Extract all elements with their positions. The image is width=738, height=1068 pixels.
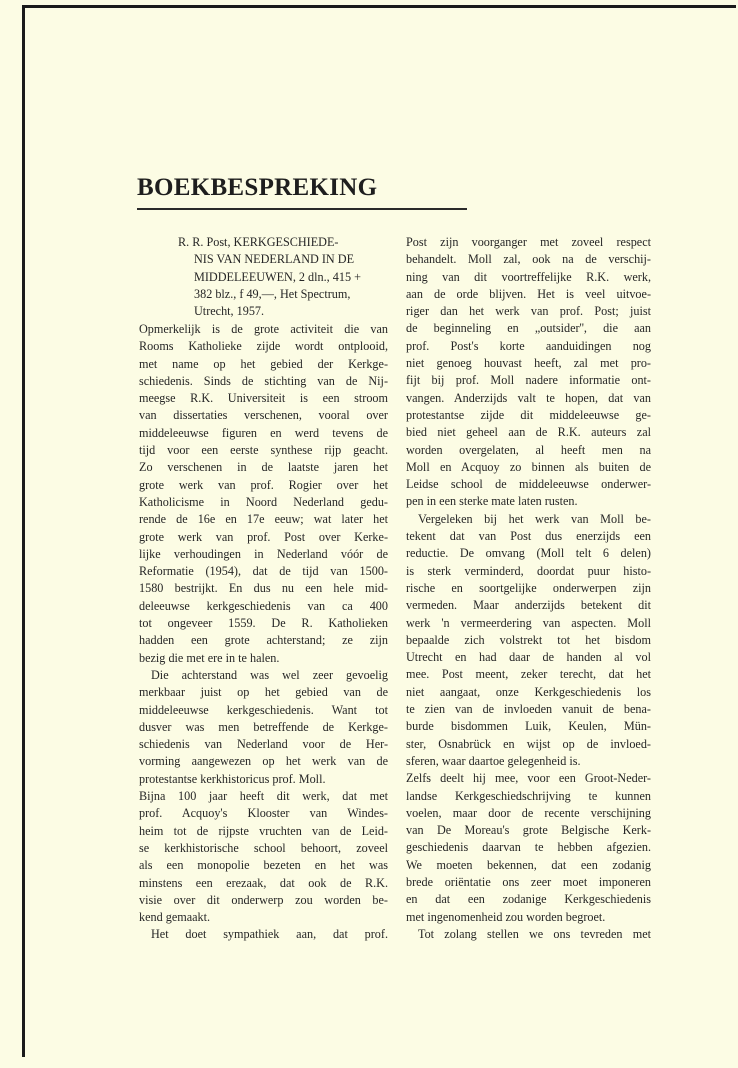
text-line: vorming aangewezen op het werk van de [139, 754, 388, 769]
text-line: heim tot de rijpste vruchten van de Leid- [139, 823, 388, 838]
page-heading: BOEKBESPREKING [137, 174, 378, 201]
text-line: visie over dit onderwerp zou worden be- [139, 892, 388, 907]
text-line: worden overgelaten, al heeft men na [406, 442, 651, 457]
text-line: met ingenomenheid zou worden begroet. [406, 909, 606, 924]
text-line: riger dan het werk van prof. Post; juist [406, 304, 651, 319]
text-line: bepaalde zich volstrekt tot het bisdom [406, 632, 651, 647]
text-line: niet genoeg houvast heeft, zal met pro- [406, 356, 651, 371]
text-line: is sterk verminderd, doordat puur histo- [406, 563, 651, 578]
text-line: protestantse zijde dit middeleeuwse ge- [406, 407, 651, 422]
text-line: hadden een grote achterstand; ze zijn [139, 633, 388, 648]
text-line: Die achterstand was wel zeer gevoelig [151, 667, 388, 682]
text-line: lijke verhoudingen in Nederland vóór de [139, 546, 388, 561]
text-line: We moeten bekennen, dat een zodanig [406, 857, 651, 872]
text-line: Moll en Acquoy zo binnen als buiten de [406, 459, 651, 474]
text-line: Vergeleken bij het werk van Moll be- [418, 511, 651, 526]
citation-line: MIDDELEEUWEN, 2 dln., 415 + [194, 269, 361, 284]
text-line: deleeuwse kerkgeschiedenis van ca 400 [139, 598, 388, 613]
text-line: geschiedenis daarvan te hebben afgezien. [406, 840, 651, 855]
text-line: vangen. Anderzijds valt te hopen, dat van [406, 390, 651, 405]
text-line: prof. Post's korte aanduidingen nog [406, 338, 651, 353]
text-line: Katholicisme in Noord Nederland gedu- [139, 494, 388, 509]
text-line: tekent dat van Post dus enerzijds een [406, 529, 651, 544]
text-line: behandelt. Moll zal, ook na de verschij- [406, 252, 651, 267]
text-line: Reformatie (1954), dat de tijd van 1500- [139, 564, 388, 579]
text-line: schiedenis van Nederland voor de Her- [139, 737, 388, 752]
text-line: mee. Post meent, zeker terecht, dat het [406, 667, 651, 682]
text-line: landse Kerkgeschiedschrijving te kunnen [406, 788, 651, 803]
text-line: 1580 bestrijkt. En dus nu een hele mid- [139, 581, 388, 596]
book-citation [178, 234, 386, 320]
text-line: werk 'n vermeerdering van aspecten. Moll [406, 615, 651, 630]
text-line: te zien van de invloeden vanuit de bena- [406, 702, 651, 717]
text-line: Het doet sympathiek aan, dat prof. [151, 927, 388, 942]
citation-line: 382 blz., f 49,—, Het Spectrum, [194, 286, 351, 301]
scan-edge-left [22, 5, 25, 1057]
text-line: de beginneling en „outsider'', die aan [406, 321, 651, 336]
text-line: vermeden. Maar anderzijds betekent dit [406, 598, 651, 613]
text-line: bezig die met ere in te halen. [139, 650, 280, 665]
right-column [406, 234, 651, 943]
text-line: ster, Osnabrück en wijst op de invloed- [406, 736, 651, 751]
text-line: rende de 16e en 17e eeuw; wat later het [139, 512, 388, 527]
text-line: reductie. De omvang (Moll telt 6 delen) [406, 546, 651, 561]
text-line: brede oriëntatie ons zeer moet imponeren [406, 874, 651, 889]
text-line: tijd voor een eerste synthese rijp geacht. [139, 443, 388, 458]
text-line: se kerkhistorische school behoort, zoveel [139, 840, 388, 855]
text-line: meegse R.K. Universiteit is een stroom [139, 391, 388, 406]
left-column [139, 321, 388, 944]
text-line: kend gemaakt. [139, 910, 211, 925]
text-line: grote werk van prof. Post over Kerke- [139, 529, 388, 544]
text-line: prof. Acquoy's Klooster van Windes- [139, 806, 388, 821]
text-line: sferen, waar daartoe gelegenheid is. [406, 753, 581, 768]
text-line: middeleeuwse figuren en werd tevens de [139, 425, 388, 440]
text-line: pen in een sterke mate laten rusten. [406, 494, 578, 509]
text-line: bied niet geheel aan de R.K. auteurs zal [406, 425, 651, 440]
text-line: burde bisdommen Luik, Keulen, Mün- [406, 719, 651, 734]
text-line: middeleeuwse kerkgeschiedenis. Want tot [139, 702, 388, 717]
text-line: Bijna 100 jaar heeft dit werk, dat met [139, 789, 388, 804]
text-line: protestantse kerkhistoricus prof. Moll. [139, 771, 326, 786]
text-line: van dissertaties verschenen, vooral over [139, 408, 388, 423]
text-line: tot ongeveer 1559. De R. Katholieken [139, 616, 388, 631]
text-line: Post zijn voorganger met zoveel respect [406, 235, 651, 249]
text-line: ning van dit voortreffelijke R.K. werk, [406, 269, 651, 284]
text-line: fijt bij prof. Moll nadere informatie ont- [406, 373, 651, 388]
text-line: Leidse school de middeleeuwse onderwer- [406, 477, 651, 492]
text-line: Zelfs deelt hij mee, voor een Groot-Neder- [406, 771, 651, 786]
text-line: Zo verschenen in de laatste jaren het [139, 460, 388, 475]
text-line: aan de orde blijven. Het is veel uitvoe- [406, 286, 651, 301]
text-line: Utrecht en had daar de handen al vol [406, 650, 651, 665]
citation-line: R. R. Post, KERKGESCHIEDE- [178, 235, 339, 249]
text-line: Opmerkelijk is de grote activiteit die van [139, 322, 388, 336]
scan-edge-top [22, 5, 736, 8]
text-line: als een monopolie bezeten en het was [139, 858, 388, 873]
citation-line: Utrecht, 1957. [194, 304, 265, 319]
text-line: en dat een zodanige Kerkgeschiedenis [406, 892, 651, 907]
text-line: voelen, maar door de recente verschijning [406, 805, 651, 820]
citation-line: NIS VAN NEDERLAND IN DE [194, 252, 355, 267]
text-line: niet aangaat, onze Kerkgeschiedenis los [406, 684, 651, 699]
text-line: grote werk van prof. Rogier over het [139, 477, 388, 492]
text-line: rische en soortgelijke onderwerpen zijn [406, 580, 651, 595]
text-line: Rooms Katholieke zijde wordt ontplooid, [139, 339, 388, 354]
text-line: met name op het gebied der Kerkge- [139, 356, 388, 371]
text-line: merkbaar juist op het gebied van de [139, 685, 388, 700]
text-line: Tot zolang stellen we ons tevreden met [418, 926, 651, 941]
text-line: minstens een erezaak, dat ook de R.K. [139, 875, 388, 890]
heading-rule [137, 208, 467, 210]
text-line: van De Moreau's grote Belgische Kerk- [406, 823, 651, 838]
text-line: dusver was men betreffende de Kerkge- [139, 719, 388, 734]
text-line: schiedenis. Sinds de stichting van de Nij- [139, 373, 388, 388]
